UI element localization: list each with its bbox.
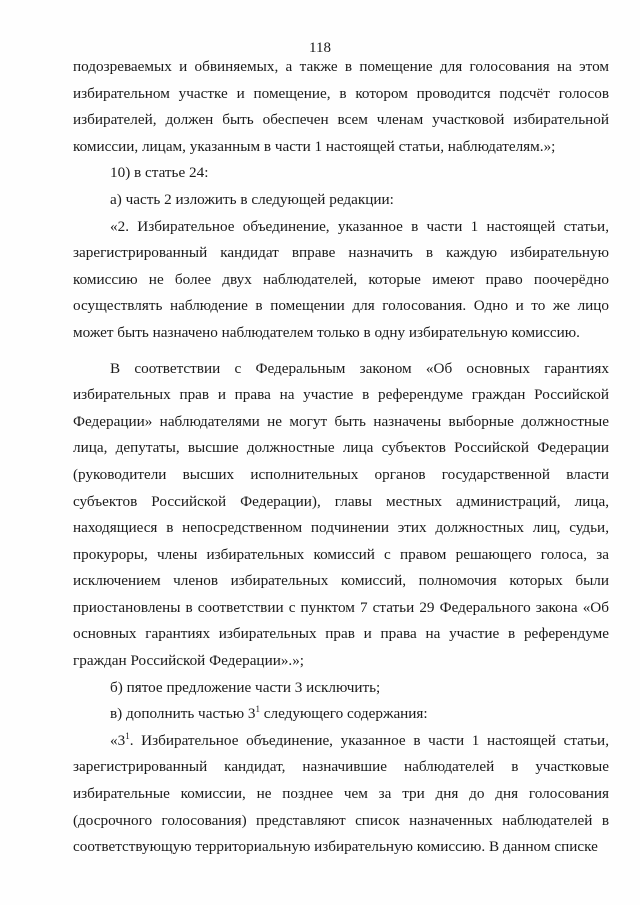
paragraph-federal-law: В соответствии с Федеральным законом «Об основных гарантиях избирательных прав и права на участие в референдуме граждан Российской Федерации» наблюдателями не могут быть назначены выборные должностные лица, депутаты, высшие должностные лица субъектов Российской Федерации (руководители высших исполнительных органов государственной власти субъектов Российской Федерации), главы местных администраций, лица, находящиеся в непосредственном подчинении этих должностных лиц, судьи, прокуроры, члены избирательных комиссий с правом решающего голоса, за исключением членов избирательных комиссий, полномочия которых были приостановлены в соответствии с пунктом 7 статьи 29 Федерального закона «Об основных гарантиях избирательных прав и права на участие в референдуме граждан Российской Федерации».»; xyxy=(73,359,609,670)
paragraph-subitem-v-text: в) дополнить частью 3 xyxy=(110,705,256,723)
page-number: 118 xyxy=(309,40,331,56)
superscript-marker: 1 xyxy=(125,730,130,741)
paragraph-part-3-1-lead: «3 xyxy=(110,731,126,749)
paragraph-part-2-quote: «2. Избирательное объединение, указанное в части 1 настоящей статьи, зарегистрированный кандидат вправе назначить в каждую избирательную комиссию не более двух наблюдателей, которые имеют право поочерёдно осуществлять наблюдение в помещении для голосования. Одно и то же лицо может быть назначено наблюдателем только в одну избирательную комиссию. xyxy=(73,217,609,341)
paragraph-item-10: 10) в статье 24: xyxy=(110,164,209,182)
paragraph-subitem-v-tail: следующего содержания: xyxy=(259,705,428,723)
paragraph-subitem-a: а) часть 2 изложить в следующей редакции: xyxy=(110,190,394,208)
paragraph-continuation: подозреваемых и обвиняемых, а также в помещение для голосования на этом избирательном участке и помещение, в котором проводится подсчёт голосов избирателей, должен быть обеспечен всем членам участковой избирательной комиссии, лицам, указанным в части 1 настоящей статьи, наблюдателям.»; xyxy=(73,58,609,155)
paragraph-part-3-1-text: . Избирательное объединение, указанное в части 1 настоящей статьи, зарегистрированный кандидат, назначившие наблюдателей в участковые избирательные комиссии, не позднее чем за три дня до дня голосования (досрочного голосования) представляют список назначенных наблюдателей в соответствующую территориальную избирательную комиссию. В данном списке xyxy=(73,731,609,856)
paragraph-part-3-1-quote xyxy=(73,728,609,861)
paragraph-subitem-b: б) пятое предложение части 3 исключить; xyxy=(110,678,381,696)
superscript-marker: 1 xyxy=(255,704,260,715)
paragraph-subitem-v xyxy=(73,701,609,728)
document-body xyxy=(73,54,609,861)
